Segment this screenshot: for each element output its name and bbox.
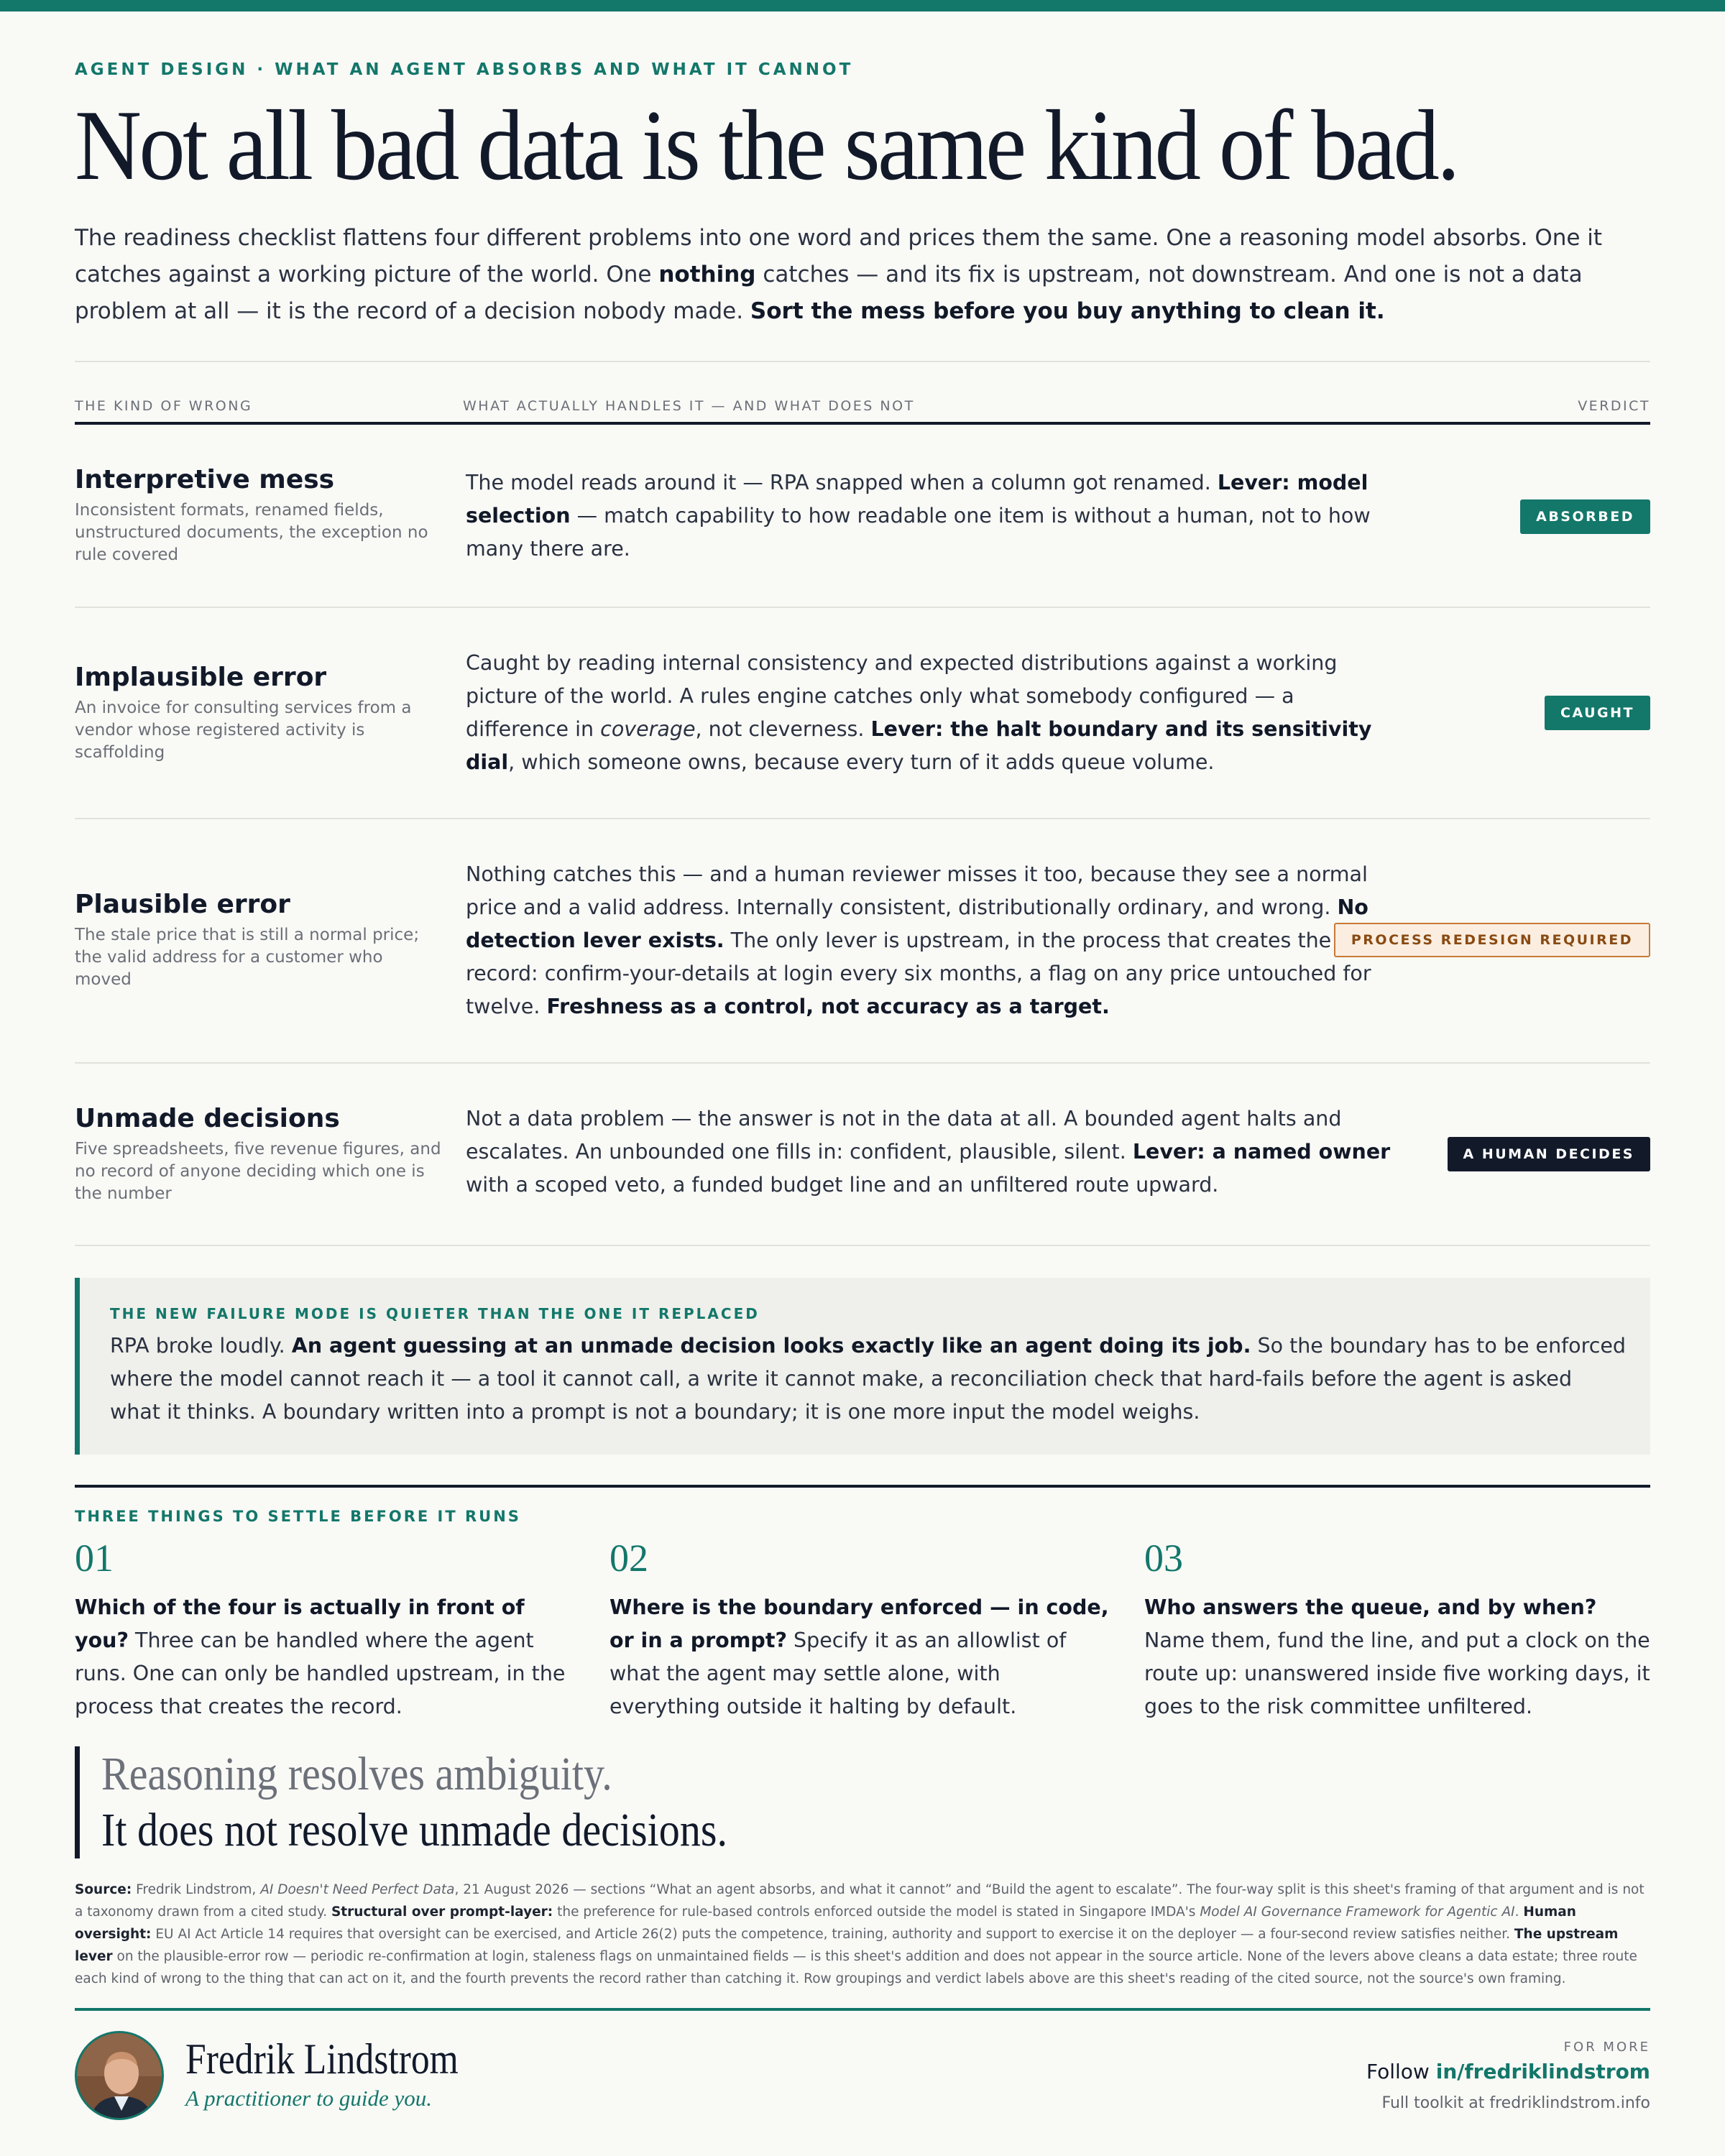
row-handling: Not a data problem — the answer is not in the data at all. A bounded agent halts and escalates. An unbounded one fills in: confident, plausible, silent. Lever: a named owner with a scoped veto, a funded budget line and an unfiltered route upward. bbox=[466, 1107, 1391, 1197]
verdict-badge: PROCESS REDESIGN REQUIRED bbox=[1334, 923, 1650, 957]
row-handling: The model reads around it — RPA snapped when a column got renamed. Lever: model selection — match capability to how readable one item is without a human, not to how many there are. bbox=[466, 471, 1371, 561]
row-kind-description: Five spreadsheets, five revenue figures, and no record of anyone deciding which one is the number bbox=[75, 1140, 441, 1203]
step-number: 01 bbox=[75, 1537, 114, 1580]
follow-prefix: Follow bbox=[1366, 2060, 1436, 2083]
step-number: 02 bbox=[610, 1537, 648, 1580]
table-row-interpretive-mess bbox=[75, 425, 1650, 607]
eyebrow: AGENT DESIGN · WHAT AN AGENT ABSORBS AND WHAT IT CANNOT bbox=[75, 60, 854, 79]
step-text: Which of the four is actually in front of you? Three can be handled where the agent runs. One can only be handled upstream, in the process that creates the record. bbox=[75, 1595, 566, 1718]
row-kind-description: Inconsistent formats, renamed fields, unstructured documents, the exception no rule covered bbox=[75, 501, 428, 564]
divider bbox=[75, 361, 1650, 362]
row-kind: Unmade decisions bbox=[75, 1104, 340, 1133]
lede: The readiness checklist flattens four different problems into one word and prices them the same. One a reasoning model absorbs. One it catches against a working picture of the world. One nothing catches — and its fix is upstream, not downstream. And one is not a data problem at all — it is the record of a decision nobody made. Sort the mess before you buy anything to clean it. bbox=[75, 225, 1603, 324]
row-kind-description: The stale price that is still a normal price; the valid address for a customer who moved bbox=[75, 926, 420, 989]
linkedin-handle-link[interactable]: in/fredriklindstrom bbox=[1435, 2060, 1650, 2083]
table-row-unmade-decisions bbox=[75, 1064, 1650, 1245]
author-tagline: A practitioner to guide you. bbox=[185, 2086, 432, 2111]
page-title: Not all bad data is the same kind of bad. bbox=[75, 90, 1458, 201]
row-kind: Interpretive mess bbox=[75, 465, 335, 494]
step-number: 03 bbox=[1144, 1537, 1183, 1580]
step-text: Who answers the queue, and by when? Name them, fund the line, and put a clock on the route up: unanswered inside five working days, it goes to the risk committee unfiltered. bbox=[1144, 1595, 1650, 1718]
top-accent-bar bbox=[0, 0, 1725, 11]
step-01 bbox=[75, 1535, 582, 1723]
row-kind-description: An invoice for consulting services from a vendor whose registered activity is scaffolding bbox=[75, 699, 412, 762]
avatar bbox=[75, 2031, 164, 2120]
steps-label: THREE THINGS TO SETTLE BEFORE IT RUNS bbox=[75, 1508, 521, 1525]
step-text: Where is the boundary enforced — in code, or in a prompt? Specify it as an allowlist of what the agent may settle alone, with everything outside it halting by default. bbox=[610, 1595, 1109, 1718]
step-02 bbox=[610, 1535, 1117, 1723]
table-row-implausible-error bbox=[75, 608, 1650, 818]
row-kind: Plausible error bbox=[75, 890, 290, 919]
section-rule bbox=[75, 1485, 1650, 1488]
verdict-badge: A HUMAN DECIDES bbox=[1448, 1137, 1650, 1171]
row-divider bbox=[75, 1245, 1650, 1246]
column-header-kind: THE KIND OF WRONG bbox=[75, 398, 253, 414]
pull-quote bbox=[75, 1746, 813, 1858]
footer-rule bbox=[75, 2008, 1650, 2011]
verdict-badge: ABSORBED bbox=[1520, 499, 1650, 534]
follow-line bbox=[1366, 2060, 1650, 2083]
author-name: Fredrik Lindstrom bbox=[185, 2035, 459, 2083]
for-more-label: FOR MORE bbox=[1563, 2040, 1650, 2055]
column-header-verdict: VERDICT bbox=[1578, 398, 1650, 414]
callout-text: RPA broke loudly. An agent guessing at an unmade decision looks exactly like an agent doing its job. So the boundary has to be enforced where the model cannot reach it — a tool it cannot call, a write it cannot make, a reconciliation check that hard-fails before the agent is asked what it thinks. A boundary written into a prompt is not a boundary; it is one more input the model weighs. bbox=[110, 1334, 1626, 1424]
table-row-plausible-error bbox=[75, 819, 1650, 1062]
column-header-handles: WHAT ACTUALLY HANDLES IT — AND WHAT DOES NOT bbox=[463, 398, 915, 414]
callout-box bbox=[75, 1278, 1650, 1455]
source-note: Source: Fredrik Lindstrom, AI Doesn't Need Perfect Data, 21 August 2026 — sections “What an agent absorbs, and what it cannot” and “Build the agent to escalate”. The four-way split is this sheet's framing of that argument and is not a taxonomy drawn from a cited study. Structural over prompt-layer: the preference for rule-based controls enforced outside the model is stated in Singapore IMDA's Model AI Governance Framework for Agentic AI. Human oversight: EU AI Act Article 14 requires that oversight can be exercised, and Article 26(2) puts the competence, training, authority and support to exercise it on the deployer — a four-second review satisfies neither. The upstream lever on the plausible-error row — periodic re-confirmation at login, staleness flags on unmaintained fields — is this sheet's addition and does not appear in the source article. None of the levers above cleans a data estate; three route each kind of wrong to the thing that can act on it, and the fourth prevents the record rather than catching it. Row groupings and verdict labels above are this sheet's reading of the cited source, not the source's own framing. bbox=[75, 1882, 1644, 1986]
step-03 bbox=[1144, 1535, 1652, 1723]
toolkit-link[interactable]: Full toolkit at fredriklindstrom.info bbox=[1381, 2094, 1650, 2112]
callout-label: THE NEW FAILURE MODE IS QUIETER THAN THE ONE IT REPLACED bbox=[110, 1305, 760, 1322]
row-handling: Nothing catches this — and a human reviewer misses it too, because they see a normal price and a valid address. Internally consistent, distributionally ordinary, and wrong. No detection lever exists. The only lever is upstream, in the process that creates the record: confirm-your-details at login every six months, a flag on any price untouched for twelve. Freshness as a control, not accuracy as a target. bbox=[466, 862, 1371, 1018]
pull-quote-line-2: It does not resolve unmade decisions. bbox=[101, 1804, 728, 1856]
row-kind: Implausible error bbox=[75, 663, 327, 692]
verdict-badge: CAUGHT bbox=[1545, 696, 1650, 730]
person-photo-icon bbox=[77, 2033, 164, 2120]
pull-quote-line-1: Reasoning resolves ambiguity. bbox=[101, 1748, 612, 1800]
row-handling: Caught by reading internal consistency and expected distributions against a working picture of the world. A rules engine catches only what somebody configured — a difference in coverage, not cleverness. Lever: the halt boundary and its sensitivity dial, which someone owns, because every turn of it adds queue volume. bbox=[466, 651, 1372, 774]
